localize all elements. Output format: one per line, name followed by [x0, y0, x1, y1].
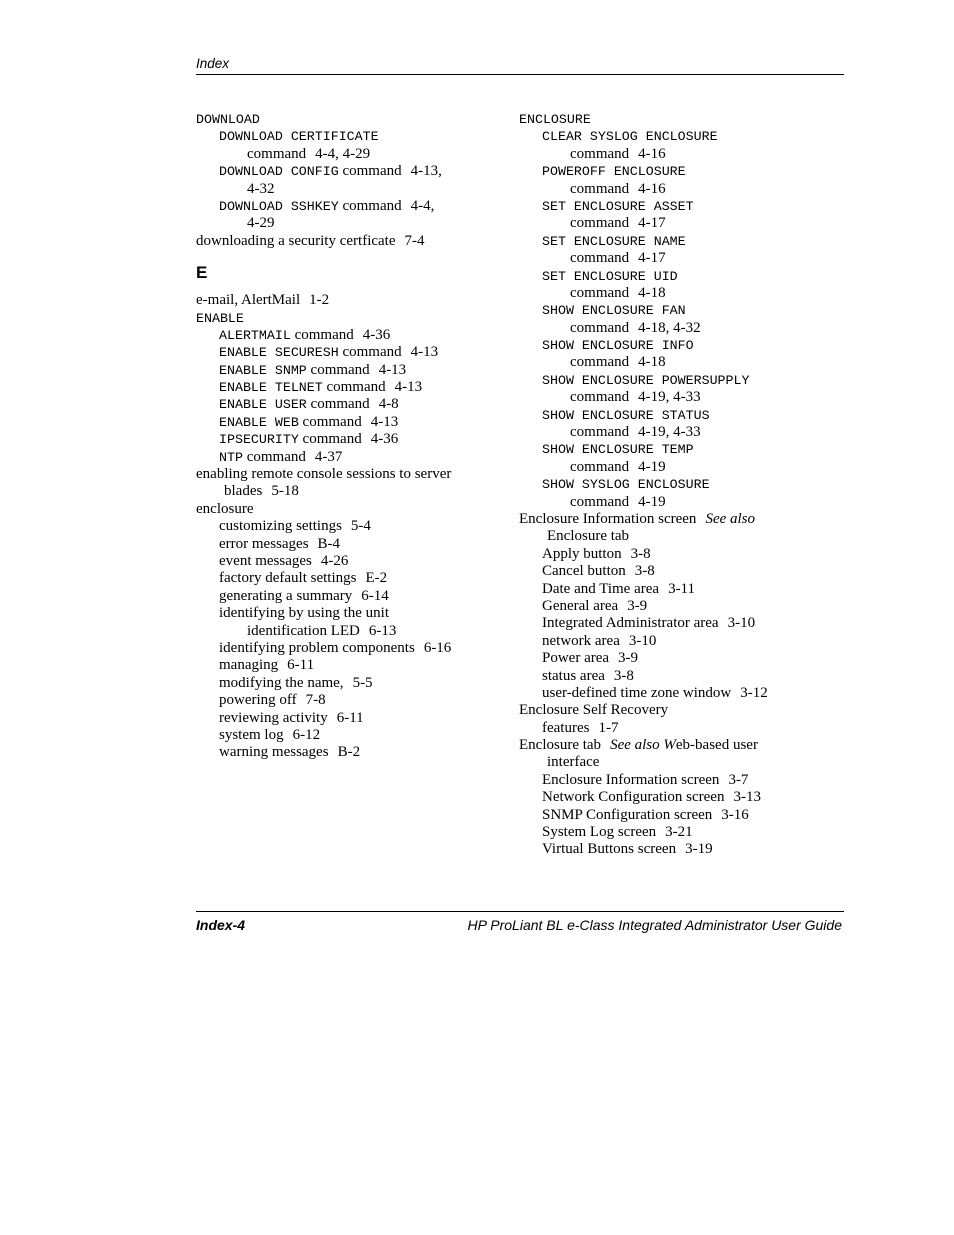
index-subentry: identifying problem components 6-16 — [219, 639, 452, 656]
index-subentry: identifying by using the unit — [219, 605, 389, 622]
running-header — [196, 55, 844, 75]
index-entry: e-mail, AlertMail 1-2 — [196, 292, 330, 309]
index-entry: Enclosure tab See also Web-based user — [519, 737, 758, 754]
header-title: Index — [196, 56, 230, 71]
index-continuation: blades 5-18 — [224, 483, 299, 500]
index-subentry: ENABLE USER command 4-8 — [219, 396, 399, 413]
index-continuation: command 4-19 — [570, 493, 666, 510]
index-subentry: Cancel button 3-8 — [542, 563, 655, 580]
index-subentry: ENABLE TELNET command 4-13 — [219, 379, 423, 396]
index-subentry: DOWNLOAD CONFIG command 4-13, — [219, 163, 442, 180]
index-subentry: Date and Time area 3-11 — [542, 580, 696, 597]
index-subentry: Network Configuration screen 3-13 — [542, 789, 761, 806]
index-entry: ENCLOSURE — [519, 112, 591, 127]
index-continuation: command 4-17 — [570, 215, 666, 232]
index-subentry: SHOW ENCLOSURE INFO — [542, 338, 694, 354]
index-entry: Enclosure Information screen See also — [519, 510, 756, 527]
index-subentry: Integrated Administrator area 3-10 — [542, 615, 756, 632]
index-subentry: modifying the name, 5-5 — [219, 674, 373, 691]
index-subentry: error messages B-4 — [219, 535, 341, 552]
index-continuation: Enclosure tab — [547, 528, 630, 545]
index-subentry: IPSECURITY command 4-36 — [219, 431, 399, 448]
index-continuation: 4-32 — [247, 180, 275, 197]
enclosure-subentries — [196, 518, 496, 761]
index-subentry: managing 6-11 — [219, 657, 315, 674]
enclosure-command-subentries — [519, 128, 849, 511]
index-subentry: DOWNLOAD SSHKEY command 4-4, — [219, 197, 435, 214]
index-subentry: CLEAR SYSLOG ENCLOSURE — [542, 129, 718, 145]
index-subentry: Power area 3-9 — [542, 650, 639, 667]
index-subentry: POWEROFF ENCLOSURE — [542, 164, 686, 180]
index-continuation: command 4-18, 4-32 — [570, 319, 701, 336]
page-number: Index-4 — [196, 917, 246, 933]
index-subentry: factory default settings E-2 — [219, 570, 388, 587]
index-subentry: SHOW ENCLOSURE POWERSUPPLY — [542, 372, 750, 388]
index-entry: Enclosure Self Recovery — [519, 702, 669, 719]
index-subentry: SHOW ENCLOSURE TEMP — [542, 442, 694, 458]
index-entry: enabling remote console sessions to server — [196, 466, 452, 483]
index-subentry: ENABLE WEB command 4-13 — [219, 413, 399, 430]
index-subentry: event messages 4-26 — [219, 552, 349, 569]
index-column-right — [519, 111, 849, 859]
index-subentry: DOWNLOAD CERTIFICATE — [219, 129, 379, 145]
info-screen-subentries — [519, 546, 849, 703]
index-continuation: identification LED 6-13 — [247, 622, 397, 639]
index-subentry: powering off 7-8 — [219, 692, 326, 709]
index-continuation: command 4-18 — [570, 284, 666, 301]
index-continuation: command 4-18 — [570, 354, 666, 371]
index-subentry: SHOW SYSLOG ENCLOSURE — [542, 477, 710, 493]
index-entry: ENABLE — [196, 310, 244, 326]
index-continuation: 4-29 — [247, 215, 275, 232]
index-subentry: customizing settings 5-4 — [219, 518, 371, 535]
index-subentry: user-defined time zone window 3-12 — [542, 684, 768, 701]
index-continuation: command 4-16 — [570, 180, 666, 197]
index-subentry: System Log screen 3-21 — [542, 824, 693, 841]
index-subentry: SET ENCLOSURE NAME — [542, 233, 686, 249]
index-subentry: status area 3-8 — [542, 667, 634, 684]
index-subentry: Enclosure Information screen 3-7 — [542, 771, 749, 788]
index-subentry: SET ENCLOSURE UID — [542, 268, 678, 284]
index-continuation: command 4-19 — [570, 458, 666, 475]
index-entry: DOWNLOAD — [196, 112, 260, 127]
section-heading-e: E — [196, 263, 208, 283]
index-subentry: SET ENCLOSURE ASSET — [542, 198, 694, 214]
index-continuation: command 4-17 — [570, 250, 666, 267]
index-subentry: ENABLE SNMP command 4-13 — [219, 361, 407, 378]
index-continuation: command 4-19, 4-33 — [570, 389, 701, 406]
index-continuation: command 4-16 — [570, 145, 666, 162]
index-continuation: features 1-7 — [542, 719, 619, 736]
index-subentry: SHOW ENCLOSURE FAN — [542, 303, 686, 319]
enable-subentries — [196, 327, 496, 466]
index-subentry: NTP command 4-37 — [219, 448, 343, 465]
index-subentry: ALERTMAIL command 4-36 — [219, 326, 391, 343]
index-continuation: command 4-4, 4-29 — [247, 145, 371, 162]
running-footer — [196, 911, 844, 934]
index-subentry: generating a summary 6-14 — [219, 587, 389, 604]
enclosure-tab-subentries — [519, 772, 849, 859]
index-subentry: reviewing activity 6-11 — [219, 709, 364, 726]
index-entry: enclosure — [196, 500, 254, 517]
guide-title: HP ProLiant BL e-Class Integrated Administrator User Guide — [467, 917, 842, 933]
index-entry: downloading a security certficate 7-4 — [196, 232, 425, 249]
index-subentry: General area 3-9 — [542, 597, 648, 614]
index-subentry: ENABLE SECURESH command 4-13 — [219, 344, 439, 361]
index-subentry: warning messages B-2 — [219, 744, 361, 761]
index-subentry: SNMP Configuration screen 3-16 — [542, 806, 749, 823]
index-continuation: command 4-19, 4-33 — [570, 424, 701, 441]
index-column-left — [196, 111, 496, 762]
index-subentry: Virtual Buttons screen 3-19 — [542, 841, 713, 858]
index-subentry: SHOW ENCLOSURE STATUS — [542, 407, 710, 423]
index-subentry: Apply button 3-8 — [542, 545, 651, 562]
index-continuation: interface — [547, 754, 600, 771]
index-subentry: network area 3-10 — [542, 632, 657, 649]
index-subentry: system log 6-12 — [219, 726, 321, 743]
